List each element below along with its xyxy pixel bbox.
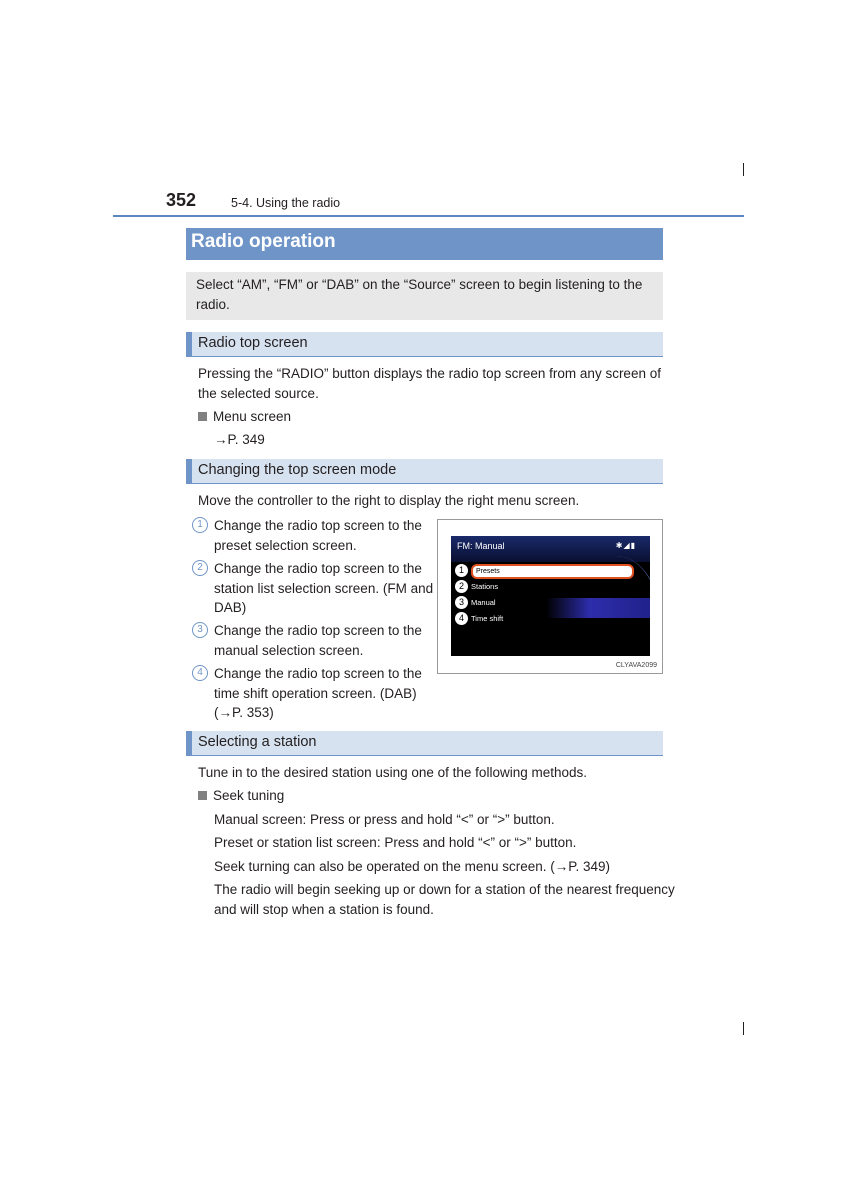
square-bullet-icon	[198, 791, 207, 800]
crop-mark-bottom	[743, 1022, 744, 1035]
section-heading-top-screen: Radio top screen	[186, 332, 663, 357]
screen-illustration	[437, 519, 663, 674]
page-number: 352	[166, 190, 197, 210]
screen-menu-label-3: Manual	[471, 598, 496, 607]
number-2-icon: 2	[192, 560, 208, 576]
number-3-icon: 3	[192, 622, 208, 638]
mode-item-3-line-1: Change the radio top screen to the	[214, 623, 422, 638]
seek-tuning-subheading	[198, 786, 284, 806]
top-screen-line-2: the selected source.	[198, 385, 319, 401]
seek-line-4a: The radio will begin seeking up or down for a station of the nearest frequency	[214, 882, 675, 897]
section-heading-mode: Changing the top screen mode	[186, 459, 663, 484]
chapter-title: 5-4. Using the radio	[231, 196, 341, 210]
seek-line-1: Manual screen: Press or press and hold “<” or “>” button.	[214, 812, 555, 827]
crop-mark-top	[743, 163, 744, 176]
seek-line-3: Seek turning can also be operated on the menu screen. (→P. 349)	[214, 859, 611, 874]
screen-menu-presets	[455, 564, 635, 578]
figure-code: CLYAVA2099	[615, 662, 657, 669]
mode-item-2	[214, 559, 434, 618]
menu-screen-subheading	[198, 407, 291, 427]
page-title: Radio operation	[186, 228, 663, 260]
status-icons: ✱◢▮	[615, 541, 636, 550]
mode-item-4-line-2: time shift operation screen. (DAB)	[214, 685, 417, 701]
screen-menu-num-1: 1	[455, 564, 468, 577]
mode-item-3-line-2: manual selection screen.	[214, 642, 364, 658]
screen-menu-stations	[455, 580, 635, 594]
screen-menu-label-1: Presets	[471, 564, 634, 579]
selecting-paragraph: Tune in to the desired station using one of the following methods.	[198, 765, 587, 780]
menu-screen-label: Menu screen	[213, 409, 292, 424]
mode-paragraph: Move the controller to the right to display the right menu screen.	[198, 493, 580, 508]
screen-menu-num-4: 4	[455, 612, 468, 625]
seek-line-2: Preset or station list screen: Press and hold “<” or “>” button.	[214, 835, 577, 850]
mode-item-2-line-2: station list selection screen. (FM and	[214, 580, 434, 596]
seek-tuning-label: Seek tuning	[213, 788, 285, 803]
top-screen-line-1: Pressing the “RADIO” button displays the radio top screen from any screen of	[198, 366, 661, 381]
screen-title: FM: Manual	[457, 541, 505, 551]
screen-menu-label-2: Stations	[471, 582, 499, 591]
intro-text: Select “AM”, “FM” or “DAB” on the “Source” screen to begin listening to the radio.	[196, 277, 643, 312]
screen-menu-manual	[455, 596, 635, 610]
screen-menu-time-shift	[455, 612, 635, 626]
screen-menu-label-4: Time shift	[471, 614, 504, 623]
number-1-icon: 1	[192, 517, 208, 533]
square-bullet-icon	[198, 412, 207, 421]
seek-line-4b: and will stop when a station is found.	[214, 901, 434, 917]
mode-item-1-line-2: preset selection screen.	[214, 537, 357, 553]
mode-item-4-line-1: Change the radio top screen to the	[214, 666, 422, 681]
mode-item-2-line-1: Change the radio top screen to the	[214, 561, 422, 576]
mode-item-1-line-1: Change the radio top screen to the	[214, 518, 422, 533]
mode-item-1	[214, 516, 424, 555]
mode-item-2-line-3: DAB)	[214, 600, 247, 615]
seek-line-4	[214, 880, 675, 919]
menu-screen-ref[interactable]: →P. 349	[214, 432, 265, 447]
mode-item-4	[214, 664, 424, 723]
top-screen-paragraph	[198, 364, 663, 403]
screen-menu-num-2: 2	[455, 580, 468, 593]
header-rule	[113, 215, 744, 217]
intro-box	[186, 272, 663, 320]
number-4-icon: 4	[192, 665, 208, 681]
radio-screen	[451, 536, 650, 656]
screen-menu-num-3: 3	[455, 596, 468, 609]
section-heading-selecting: Selecting a station	[186, 731, 663, 756]
mode-item-3	[214, 621, 424, 660]
mode-item-4-line-3[interactable]: (→P. 353)	[214, 705, 274, 720]
